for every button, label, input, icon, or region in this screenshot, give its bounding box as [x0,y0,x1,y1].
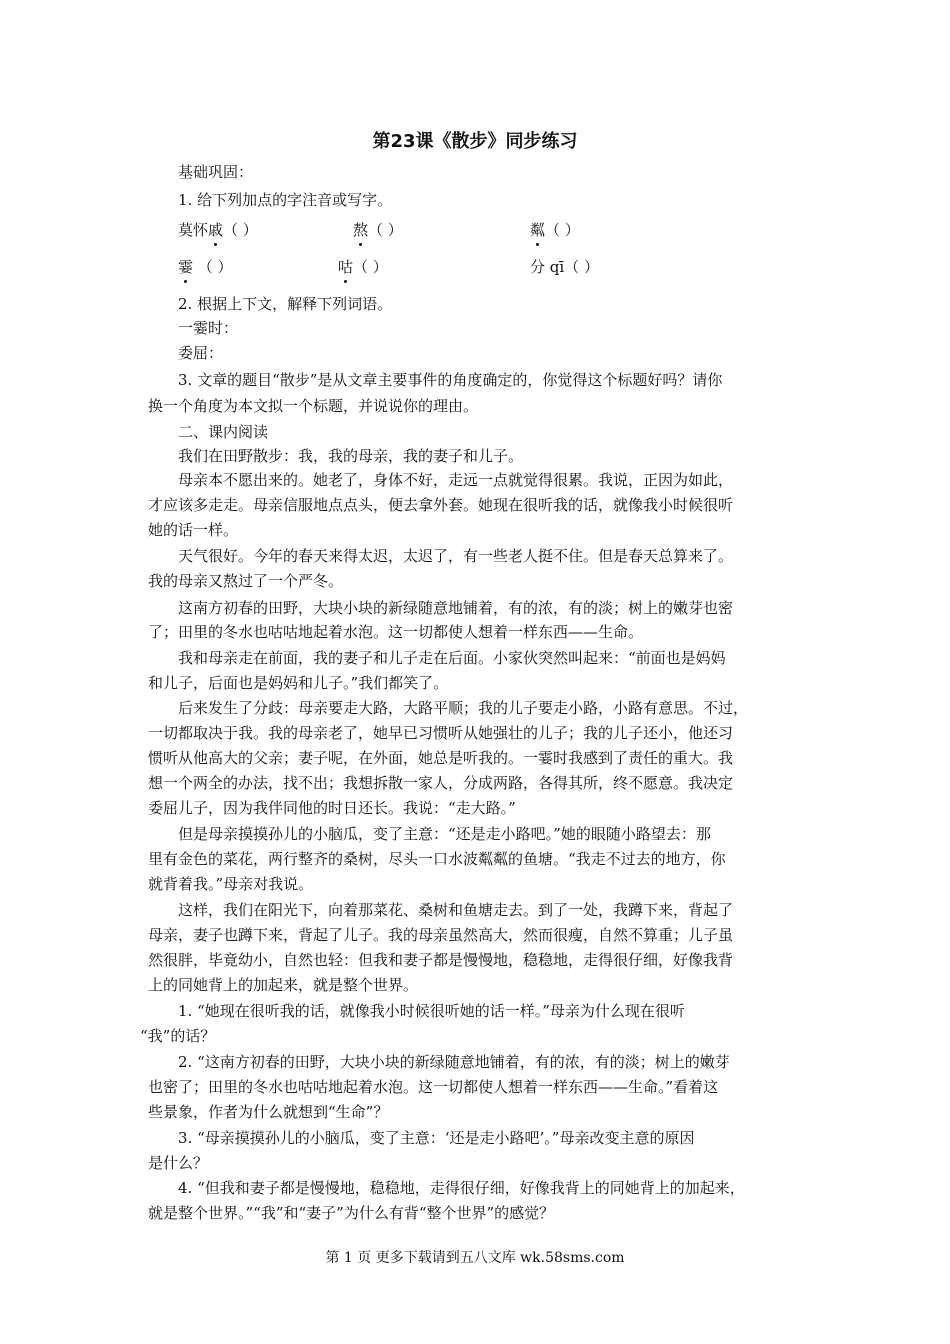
passage-p7-line-3: 就背着我。”母亲对我说。 [148,875,314,893]
passage-p6-line-4: 想一个两全的办法，找不出；我想拆散一家人，分成两路，各得其所，终不愿意。我决定 [148,774,734,792]
section-heading-basics: 基础巩固： [178,163,254,181]
passage-p3-line-1: 天气很好。今年的春天来得太迟，太迟了，有一些老人挺不住。但是春天总算来了。 [178,547,734,565]
passage-p3-line-2: 我的母亲又熬过了一个严冬。 [148,572,344,590]
question-2-term-a: 一霎时： [178,319,239,337]
passage-p5-line-2: 和儿子，后面也是妈妈和儿子。”我们都笑了。 [148,674,449,692]
reading-question-1-line-2: “我”的话？ [140,1027,216,1045]
reading-question-1-line-1: 1. “她现在很听我的话，就像我小时候很听她的话一样。”母亲为什么现在很听 [178,1002,685,1020]
passage-p7-line-1: 但是母亲摸摸孙儿的小脑瓜，变了主意：“还是走小路吧。”她的眼随小路望去：那 [178,825,711,843]
passage-p1: 我们在田野散步：我，我的母亲，我的妻子和儿子。 [178,447,524,465]
reading-question-2-line-1: 2. “这南方初春的田野，大块小块的新绿随意地铺着，有的浓，有的淡；树上的嫩芽 [178,1053,730,1071]
question-1: 1. 给下列加点的字注音或写字。 [178,191,393,209]
q1-item-d-dotted: 霎 [178,258,194,276]
passage-p6-line-3: 惯听从他高大的父亲；妻子呢，在外面，她总是听我的。一霎时我感到了责任的重大。我 [148,749,734,767]
passage-p4-line-1: 这南方初春的田野，大块小块的新绿随意地铺着，有的浓，有的淡；树上的嫩芽也密 [178,599,734,617]
question-2: 2. 根据上下文，解释下列词语。 [178,295,393,313]
passage-p8-line-4: 上的同她背上的加起来，就是整个世界。 [148,976,419,994]
q1-item-e-blank: （ ） [353,258,388,276]
q1-item-e [338,257,388,277]
q1-item-f [530,257,599,277]
question-2-term-b: 委屈： [178,344,224,362]
q1-item-d [178,257,233,277]
q1-item-f-blank: （ ） [564,258,599,276]
passage-p8-line-1: 这样，我们在阳光下，向着那菜花、桑树和鱼塘走去。到了一处，我蹲下来，背起了 [178,901,734,919]
question-3-line-1: 3. 文章的题目“散步”是从文章主要事件的角度确定的，你觉得这个标题好吗？请你 [178,371,723,389]
reading-question-4-line-1: 4. “但我和妻子都是慢慢地，稳稳地，走得很仔细，好像我背上的同她背上的加起来， [178,1179,745,1197]
q1-item-c-blank: （ ） [545,221,580,239]
passage-p2-line-2: 才应该多走走。母亲信服地点点头，便去拿外套。她现在很听我的话，就像我小时候很听 [148,496,734,514]
passage-p5-line-1: 我和母亲走在前面，我的妻子和儿子走在后面。小家伙突然叫起来：“前面也是妈妈 [178,649,726,667]
reading-question-4-line-2: 就是整个世界。”“我”和“妻子”为什么有背“整个世界”的感觉？ [148,1204,555,1222]
passage-p7-line-2: 里有金色的菜花，两行整齐的桑树，尽头一口水波粼粼的鱼塘。“我走不过去的地方，你 [148,850,726,868]
q1-item-c-dotted: 粼 [530,221,546,239]
page-title: 第23课《散步》同步练习 [372,131,578,152]
passage-p2-line-1: 母亲本不愿出来的。她老了，身体不好，走远一点就觉得很累。我说，正因为如此， [178,471,734,489]
q1-item-c [530,220,580,240]
reading-question-2-line-3: 些景象，作者为什么就想到“生命”？ [148,1103,389,1121]
reading-question-2-line-2: 也密了；田里的冬水也咕咕地起着水泡。这一切都使人想着一样东西——生命。”看着这 [148,1078,719,1096]
q1-item-a-blank: （ ） [223,221,258,239]
passage-p6-line-5: 委屈儿子，因为我伴同他的时日还长。我说：“走大路。” [148,799,516,817]
q1-item-e-dotted: 咕 [338,258,354,276]
passage-p6-line-1: 后来发生了分歧：母亲要走大路，大路平顺；我的儿子要走小路，小路有意思。不过， [178,699,749,717]
q1-item-b-blank: （ ） [368,221,403,239]
q1-item-f-prefix: 分 qī [530,258,565,276]
q1-item-a-dotted: 戚 [208,221,224,239]
passage-p8-line-3: 然很胖，毕竟幼小，自然也轻：但我和妻子都是慢慢地，稳稳地，走得很仔细，好像我背 [148,951,734,969]
q1-item-a [178,220,258,240]
q1-item-a-prefix: 莫怀 [178,221,209,239]
question-3-line-2: 换一个角度为本文拟一个标题，并说说你的理由。 [148,397,479,415]
section-heading-reading: 二、课内阅读 [178,423,269,441]
reading-question-3-line-2: 是什么？ [148,1154,209,1172]
page-footer: 第 1 页 更多下载请到五八文库 wk.58sms.com [325,1250,625,1266]
passage-p4-line-2: 了；田里的冬水也咕咕地起着水泡。这一切都使人想着一样东西——生命。 [148,623,644,641]
q1-item-d-blank: （ ） [193,258,233,276]
q1-item-b [353,220,403,240]
passage-p2-line-3: 她的话一样。 [148,521,239,539]
reading-question-3-line-1: 3. “母亲摸摸孙儿的小脑瓜，变了主意：‘还是走小路吧’。”母亲改变主意的原因 [178,1129,695,1147]
passage-p8-line-2: 母亲，妻子也蹲下来，背起了儿子。我的母亲虽然高大，然而很瘦，自然不算重；儿子虽 [148,926,734,944]
passage-p6-line-2: 一切都取决于我。我的母亲老了，她早已习惯听从她强壮的儿子；我的儿子还小，他还习 [148,724,734,742]
q1-item-b-dotted: 熬 [353,221,369,239]
